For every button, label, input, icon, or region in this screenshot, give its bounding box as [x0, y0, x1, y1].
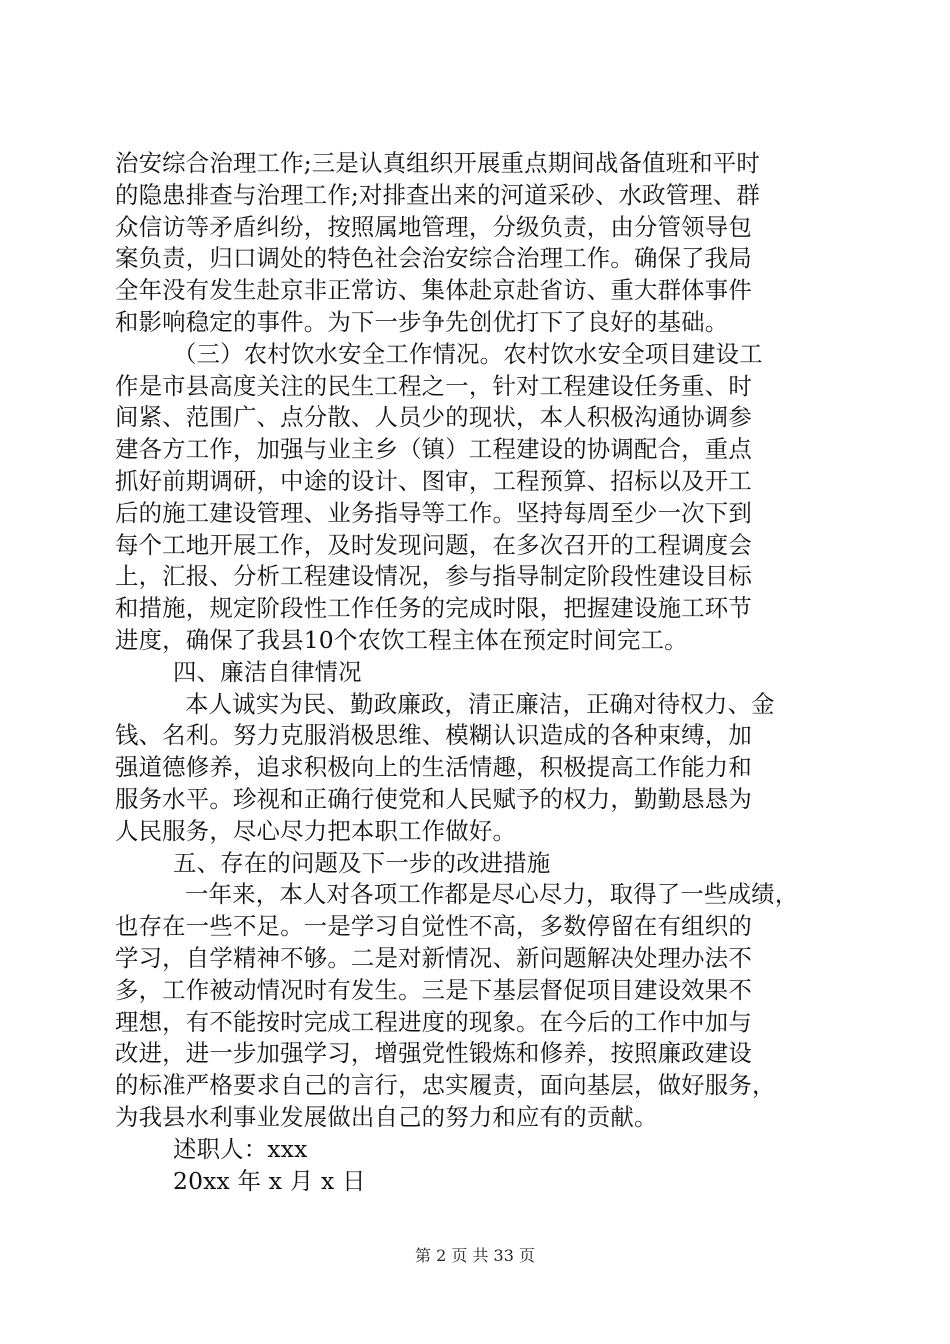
text-line: 和措施，规定阶段性工作任务的完成时限，把握建设施工环节 [115, 594, 752, 623]
section-heading-4: 四、廉洁自律情况 [173, 657, 362, 686]
text-line: 的标准严格要求自己的言行，忠实履责，面向基层，做好服务， [115, 1071, 776, 1100]
text-line: 每个工地开展工作，及时发现问题，在多次召开的工程调度会 [115, 530, 752, 559]
text-line: 案负责，归口调处的特色社会治安综合治理工作。确保了我局 [115, 244, 752, 273]
document-body [115, 148, 837, 1197]
text-line: 全年没有发生赴京非正常访、集体赴京赴省访、重大群体事件 [115, 276, 752, 305]
text-line: 多，工作被动情况时有发生。三是下基层督促项目建设效果不 [115, 975, 752, 1004]
text-line: 改进，进一步加强学习，增强党性锻炼和修养，按照廉政建设 [115, 1039, 752, 1068]
text-line: 一年来，本人对各项工作都是尽心尽力，取得了一些成绩， [185, 880, 799, 909]
text-line: 的隐患排查与治理工作;对排查出来的河道采砂、水政管理、群 [115, 180, 761, 209]
text-line: 学习，自学精神不够。二是对新情况、新问题解决处理办法不 [115, 943, 752, 972]
text-line: 本人诚实为民、勤政廉政，清正廉洁，正确对待权力、金 [185, 689, 775, 718]
text-line: 建各方工作，加强与业主乡（镇）工程建设的协调配合，重点 [115, 435, 752, 464]
text-line: 上，汇报、分析工程建设情况，参与指导制定阶段性建设目标 [115, 562, 752, 591]
text-line: 强道德修养，追求积极向上的生活情趣，积极提高工作能力和 [115, 753, 752, 782]
text-line: 后的施工建设管理、业务指导等工作。坚持每周至少一次下到 [115, 498, 752, 527]
text-line: 钱、名利。努力克服消极思维、模糊认识造成的各种束缚，加 [115, 721, 752, 750]
text-line: 作是市县高度关注的民生工程之一，针对工程建设任务重、时 [115, 371, 752, 400]
text-line: 进度，确保了我县10个农饮工程主体在预定时间完工。 [115, 625, 688, 654]
signature-date: 20xx 年 x 月 x 日 [173, 1166, 366, 1195]
text-line: 为我县水利事业发展做出自己的努力和应有的贡献。 [115, 1102, 658, 1131]
text-line: 众信访等矛盾纠纷，按照属地管理，分级负责，由分管领导包 [115, 212, 752, 241]
page-number: 第 2 页 共 33 页 [415, 1246, 535, 1265]
text-line: 人民服务，尽心尽力把本职工作做好。 [115, 816, 517, 845]
text-line: 也存在一些不足。一是学习自觉性不高，多数停留在有组织的 [115, 912, 752, 941]
section-heading-3: （三）农村饮水安全工作情况。农村饮水安全项目建设工 [173, 339, 763, 368]
text-line: 和影响稳定的事件。为下一步争先创优打下了良好的基础。 [115, 307, 729, 336]
text-line: 抓好前期调研，中途的设计、图审，工程预算、招标以及开工 [115, 466, 752, 495]
section-heading-5: 五、存在的问题及下一步的改进措施 [173, 848, 551, 877]
text-line: 服务水平。珍视和正确行使党和人民赋予的权力，勤勤恳恳为 [115, 784, 752, 813]
text-line: 治安综合治理工作;三是认真组织开展重点期间战备值班和平时 [115, 149, 761, 177]
text-line: 间紧、范围广、点分散、人员少的现状，本人积极沟通协调参 [115, 403, 752, 432]
text-line: 理想，有不能按时完成工程进度的现象。在今后的工作中加与 [115, 1007, 752, 1036]
signature-name: 述职人：xxx [173, 1134, 308, 1163]
